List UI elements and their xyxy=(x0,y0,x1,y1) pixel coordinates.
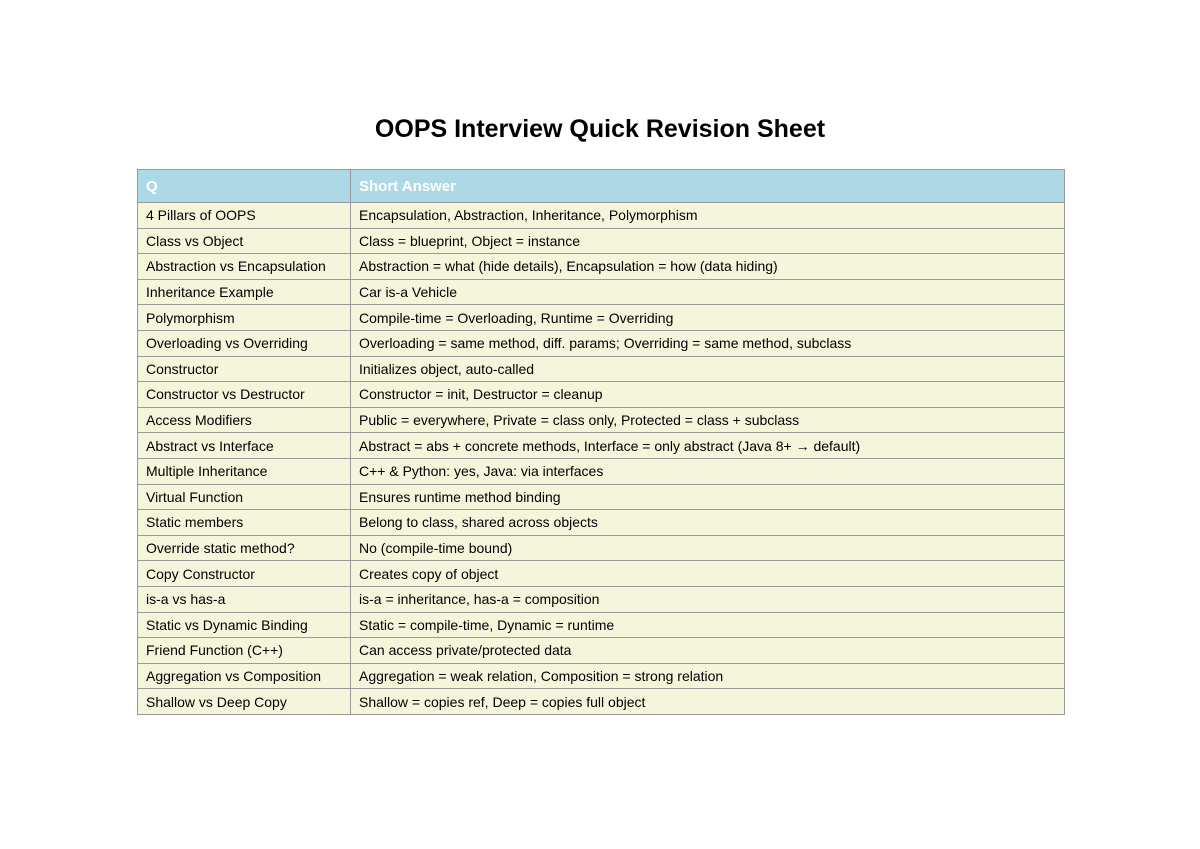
table-header-row xyxy=(138,170,1065,203)
question-cell: Static vs Dynamic Binding xyxy=(138,612,351,638)
table-row xyxy=(138,382,1065,408)
answer-cell: Car is-a Vehicle xyxy=(351,279,1065,305)
question-cell: Friend Function (C++) xyxy=(138,638,351,664)
table-row xyxy=(138,433,1065,459)
table-row xyxy=(138,356,1065,382)
answer-cell: Ensures runtime method binding xyxy=(351,484,1065,510)
answer-cell: Abstract = abs + concrete methods, Interface = only abstract (Java 8+ → default) xyxy=(351,433,1065,459)
question-cell: Aggregation vs Composition xyxy=(138,663,351,689)
table-row xyxy=(138,484,1065,510)
revision-table xyxy=(137,169,1065,715)
answer-cell: Public = everywhere, Private = class only, Protected = class + subclass xyxy=(351,407,1065,433)
answer-cell: Belong to class, shared across objects xyxy=(351,510,1065,536)
answer-cell: Compile-time = Overloading, Runtime = Overriding xyxy=(351,305,1065,331)
table-row xyxy=(138,458,1065,484)
question-cell: Inheritance Example xyxy=(138,279,351,305)
question-cell: Constructor xyxy=(138,356,351,382)
answer-cell: Creates copy of object xyxy=(351,561,1065,587)
table-row xyxy=(138,407,1065,433)
column-header-question: Q xyxy=(138,170,351,203)
answer-cell: Initializes object, auto-called xyxy=(351,356,1065,382)
answer-cell: No (compile-time bound) xyxy=(351,535,1065,561)
answer-cell: is-a = inheritance, has-a = composition xyxy=(351,586,1065,612)
answer-cell: Static = compile-time, Dynamic = runtime xyxy=(351,612,1065,638)
table-row xyxy=(138,279,1065,305)
answer-cell: Overloading = same method, diff. params; Overriding = same method, subclass xyxy=(351,330,1065,356)
table-row xyxy=(138,561,1065,587)
question-cell: Class vs Object xyxy=(138,228,351,254)
answer-cell: Shallow = copies ref, Deep = copies full object xyxy=(351,689,1065,715)
table-row xyxy=(138,510,1065,536)
question-cell: Access Modifiers xyxy=(138,407,351,433)
answer-cell: C++ & Python: yes, Java: via interfaces xyxy=(351,458,1065,484)
table-row xyxy=(138,330,1065,356)
question-cell: Abstraction vs Encapsulation xyxy=(138,254,351,280)
question-cell: Shallow vs Deep Copy xyxy=(138,689,351,715)
question-cell: Static members xyxy=(138,510,351,536)
question-cell: Abstract vs Interface xyxy=(138,433,351,459)
answer-cell: Constructor = init, Destructor = cleanup xyxy=(351,382,1065,408)
table-row xyxy=(138,663,1065,689)
question-cell: Override static method? xyxy=(138,535,351,561)
table-row xyxy=(138,638,1065,664)
table-row xyxy=(138,689,1065,715)
answer-cell: Aggregation = weak relation, Composition = strong relation xyxy=(351,663,1065,689)
answer-cell: Abstraction = what (hide details), Encapsulation = how (data hiding) xyxy=(351,254,1065,280)
table-row xyxy=(138,305,1065,331)
table-row xyxy=(138,586,1065,612)
table-row xyxy=(138,612,1065,638)
table-row xyxy=(138,228,1065,254)
answer-cell: Can access private/protected data xyxy=(351,638,1065,664)
table-row xyxy=(138,535,1065,561)
page-title: OOPS Interview Quick Revision Sheet xyxy=(374,115,826,143)
answer-cell: Class = blueprint, Object = instance xyxy=(351,228,1065,254)
table-row xyxy=(138,254,1065,280)
question-cell: 4 Pillars of OOPS xyxy=(138,203,351,229)
answer-cell: Encapsulation, Abstraction, Inheritance, Polymorphism xyxy=(351,203,1065,229)
question-cell: Constructor vs Destructor xyxy=(138,382,351,408)
table-row xyxy=(138,203,1065,229)
table-body xyxy=(138,203,1065,715)
question-cell: Polymorphism xyxy=(138,305,351,331)
question-cell: is-a vs has-a xyxy=(138,586,351,612)
question-cell: Copy Constructor xyxy=(138,561,351,587)
column-header-short-answer: Short Answer xyxy=(351,170,1065,203)
question-cell: Overloading vs Overriding xyxy=(138,330,351,356)
question-cell: Virtual Function xyxy=(138,484,351,510)
question-cell: Multiple Inheritance xyxy=(138,458,351,484)
